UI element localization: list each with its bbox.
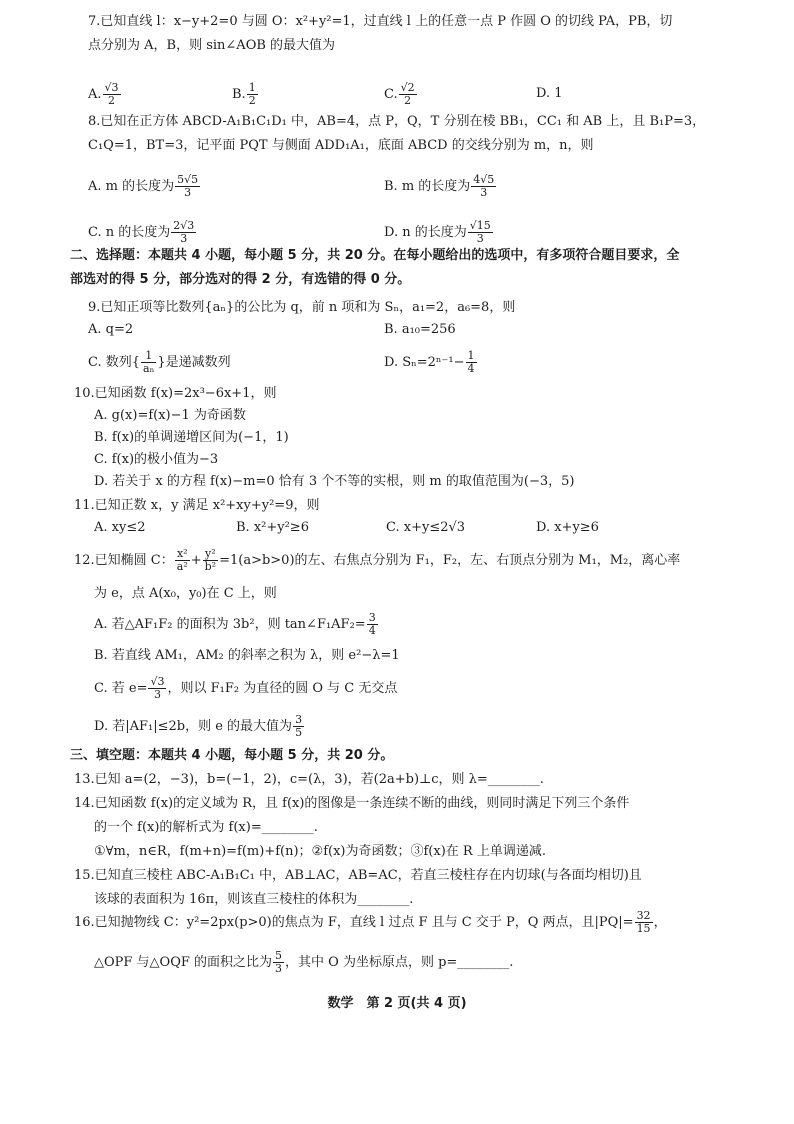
q7-option-b-fraction: $\frac{1}{2}$: [248, 81, 256, 107]
q10-stem: 10.已知函数 f(x)=2x³−6x+1，则: [74, 386, 277, 401]
section2-heading-line2: 部选对的得 5 分，部分选对的得 2 分，有选错的得 0 分。: [70, 272, 411, 287]
q7-option-b: [232, 82, 259, 107]
q8-option-d: D. n 的长度为 $\frac{√15}{3}$: [384, 219, 491, 245]
q11-stem: 11.已知正数 x，y 满足 x²+xy+y²=9，则: [74, 498, 320, 513]
q11-option-d: D. x+y≥6: [536, 520, 599, 535]
q12-option-d-fraction: $\frac{3}{5}$: [295, 713, 303, 739]
q12-option-b: B. 若直线 AM₁，AM₂ 的斜率之积为 λ，则 e²−λ=1: [94, 648, 400, 663]
q8-stem-line1: 8.已知在正方体 ABCD-A₁B₁C₁D₁ 中，AB=4，点 P，Q，T 分别在棱 BB₁，CC₁ 和 AB 上，且 B₁P=3，: [88, 114, 706, 129]
q7-option-a: [88, 82, 122, 107]
q8-option-c-fraction: $\frac{2√3}{3}$: [173, 219, 195, 245]
q7-stem-line1: 7.已知直线 l：x−y+2=0 与圆 O：x²+y²=1，过直线 l 上的任意一点 P 作圆 O 的切线 PA，PB，切: [88, 14, 673, 29]
q9-option-d-fraction: $\frac{1}{4}$: [467, 349, 475, 375]
q15-line1: 15.已知直三棱柱 ABC-A₁B₁C₁ 中，AB⊥AC，AB=AC，若直三棱柱存在内切球(与各面均相切)且: [74, 868, 642, 883]
q9-stem: 9.已知正项等比数列{aₙ}的公比为 q，前 n 项和为 Sₙ，a₁=2，a₆=8，则: [88, 300, 516, 315]
q7-option-d: D. 1: [536, 86, 563, 101]
section2-heading-line1: 二、选择题：本题共 4 小题，每小题 5 分，共 20 分。在每小题给出的选项中，有多项符合题目要求，全: [70, 248, 680, 263]
q12-option-c-fraction: $\frac{√3}{3}$: [150, 675, 165, 701]
q14-line1: 14.已知函数 f(x)的定义域为 R，且 f(x)的图像是一条连续不断的曲线，则同时满足下列三个条件: [74, 796, 630, 811]
q8-option-b-fraction: $\frac{4√5}{3}$: [473, 173, 495, 199]
q8-option-a: A. m 的长度为 $\frac{5√5}{3}$: [88, 173, 199, 199]
q9-option-c: C. 数列{ $\frac{1}{\text{aₙ}}$ }是递减数列: [88, 349, 231, 375]
q12-option-a: A. 若△AF₁F₂ 的面积为 3b²，则 tan∠F₁AF₂= $\frac{3}{4}$: [94, 611, 376, 637]
q16-line1: 16.已知抛物线 C：y²=2px(p>0)的焦点为 F，直线 l 过点 F 且与 C 交于 P，Q 两点，且|PQ|= $\frac{32}{15}$ ，: [74, 909, 667, 935]
q9-option-c-fraction: $\frac{1}{\text{aₙ}}$: [143, 349, 155, 375]
q10-option-c: C. f(x)的极小值为−3: [94, 452, 219, 467]
q8-option-b: B. m 的长度为 $\frac{4√5}{3}$: [384, 173, 495, 199]
q11-option-b: B. x²+y²≥6: [236, 520, 309, 535]
q13-text: 13.已知 a=(2，−3)，b=(−1，2)，c=(λ，3)，若(2a+b)⊥c，则 λ=________.: [74, 772, 544, 787]
q7-option-c-label: C.: [384, 87, 398, 102]
q16-ratio-fraction: $\frac{5}{3}$: [275, 949, 283, 975]
q14-line2: 的一个 f(x)的解析式为 f(x)=________.: [94, 820, 318, 835]
q11-option-c: C. x+y≤2√3: [386, 520, 466, 535]
q12-option-a-fraction: $\frac{3}{4}$: [368, 611, 376, 637]
q12-stem-line1: 12.已知椭圆 C： $\frac{\text{x²}}{\text{a²}}$ + $\frac{\text{y²}}{\text{b²}}$ =1(a>b>0)的左、右焦点分别为 F₁，F₂，左、右顶点分别为 M₁，M₂，离心率: [74, 547, 681, 573]
q8-option-d-fraction: $\frac{√15}{3}$: [469, 219, 491, 245]
q9-option-a: A. q=2: [88, 322, 134, 337]
q12-option-c: C. 若 e= $\frac{√3}{3}$ ，则以 F₁F₂ 为直径的圆 O 与 C 无交点: [94, 675, 398, 701]
q7-option-c: [384, 82, 418, 107]
q8-stem-line2: C₁Q=1，BT=3，记平面 PQT 与侧面 ADD₁A₁，底面 ABCD 的交线分别为 m，n，则: [88, 138, 594, 153]
q16-pq-fraction: $\frac{32}{15}$: [636, 909, 651, 935]
q12-stem-line2: 为 e，点 A(x₀，y₀)在 C 上，则: [94, 586, 277, 601]
q7-option-c-fraction: $\frac{√2}{2}$: [400, 81, 415, 107]
q12-option-d: D. 若|AF₁|≤2b，则 e 的最大值为 $\frac{3}{5}$: [94, 713, 303, 739]
q7-option-b-label: B.: [232, 87, 246, 102]
q12-x-fraction: $\frac{\text{x²}}{\text{a²}}$: [176, 547, 188, 573]
q11-option-a: A. xy≤2: [94, 520, 146, 535]
q7-option-a-fraction: $\frac{√3}{2}$: [104, 81, 119, 107]
q8-option-a-fraction: $\frac{5√5}{3}$: [177, 173, 199, 199]
q8-option-c: C. n 的长度为 $\frac{2√3}{3}$: [88, 219, 195, 245]
q14-line3: ①∀m，n∈R，f(m+n)=f(m)+f(n)；②f(x)为奇函数；③f(x)在 R 上单调递减.: [94, 844, 546, 859]
page-footer: 数学 第 2 页(共 4 页): [327, 996, 467, 1011]
q7-stem-line2: 点分别为 A，B，则 sin∠AOB 的最大值为: [88, 38, 336, 53]
q9-option-b: B. a₁₀=256: [384, 322, 456, 337]
q15-line2: 该球的表面积为 16π，则该直三棱柱的体积为________.: [94, 892, 414, 907]
q16-line2: △OPF 与△OQF 的面积之比为 $\frac{5}{3}$ ，其中 O 为坐标原点，则 p=________.: [94, 949, 514, 975]
section3-heading: 三、填空题：本题共 4 小题，每小题 5 分，共 20 分。: [70, 748, 394, 763]
q9-option-d: D. Sₙ=2ⁿ⁻¹− $\frac{1}{4}$: [384, 349, 475, 375]
q10-option-a: A. g(x)=f(x)−1 为奇函数: [94, 408, 246, 423]
q10-option-d: D. 若关于 x 的方程 f(x)−m=0 恰有 3 个不等的实根，则 m 的取值范围为(−3，5): [94, 474, 575, 489]
q10-option-b: B. f(x)的单调递增区间为(−1，1): [94, 430, 289, 445]
q7-option-a-label: A.: [88, 87, 102, 102]
q12-y-fraction: $\frac{\text{y²}}{\text{b²}}$: [204, 547, 217, 573]
